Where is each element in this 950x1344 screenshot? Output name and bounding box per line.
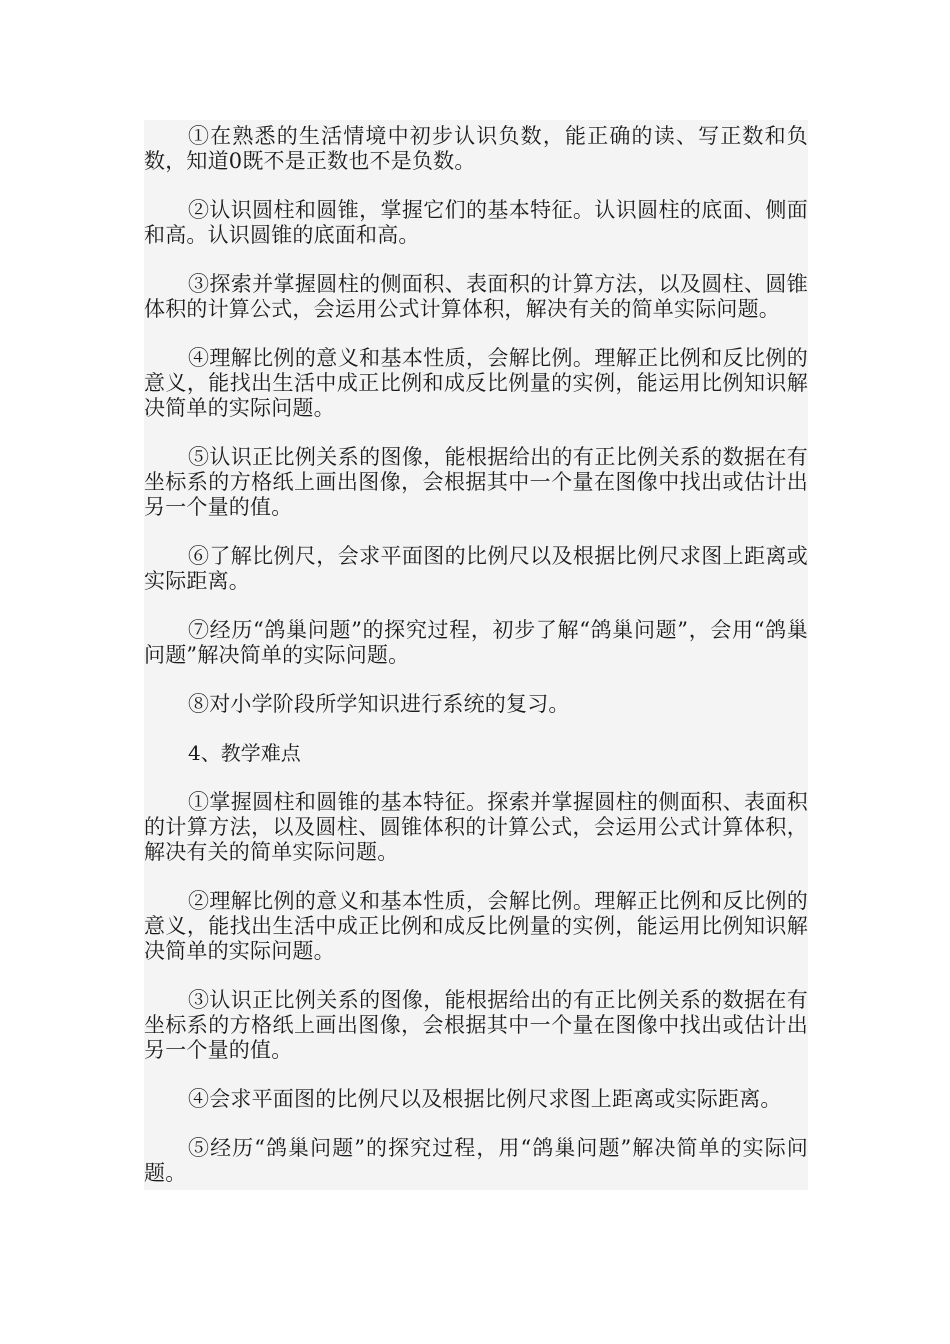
difficulty-paragraph-5: ⑤经历“鸽巢问题”的探究过程，用“鸽巢问题”解决简单的实际问题。 xyxy=(144,1136,808,1185)
difficulty-paragraph-1: ①掌握圆柱和圆锥的基本特征。探索并掌握圆柱的侧面积、表面积的计算方法，以及圆柱、圆锥体积的计算公式，会运用公式计算体积，解决有关的简单实际问题。 xyxy=(144,790,808,864)
objective-paragraph-6: ⑥了解比例尺，会求平面图的比例尺以及根据比例尺求图上距离或实际距离。 xyxy=(144,544,808,593)
objective-paragraph-3: ③探索并掌握圆柱的侧面积、表面积的计算方法，以及圆柱、圆锥体积的计算公式，会运用公式计算体积，解决有关的简单实际问题。 xyxy=(144,272,808,321)
document-body xyxy=(144,120,808,1190)
difficulty-paragraph-3: ③认识正比例关系的图像，能根据给出的有正比例关系的数据在有坐标系的方格纸上画出图像，会根据其中一个量在图像中找出或估计出另一个量的值。 xyxy=(144,988,808,1062)
section-heading: 4、教学难点 xyxy=(188,741,301,765)
difficulty-paragraph-4: ④会求平面图的比例尺以及根据比例尺求图上距离或实际距离。 xyxy=(188,1087,782,1111)
objective-paragraph-7: ⑦经历“鸽巢问题”的探究过程，初步了解“鸽巢问题”，会用“鸽巢问题”解决简单的实际问题。 xyxy=(144,618,808,667)
objective-paragraph-1: ①在熟悉的生活情境中初步认识负数，能正确的读、写正数和负数，知道0既不是正数也不是负数。 xyxy=(144,124,808,173)
objective-paragraph-5: ⑤认识正比例关系的图像，能根据给出的有正比例关系的数据在有坐标系的方格纸上画出图像，会根据其中一个量在图像中找出或估计出另一个量的值。 xyxy=(144,445,808,519)
difficulty-paragraph-2: ②理解比例的意义和基本性质，会解比例。理解正比例和反比例的意义，能找出生活中成正比例和成反比例量的实例，能运用比例知识解决简单的实际问题。 xyxy=(144,889,808,963)
objective-paragraph-2: ②认识圆柱和圆锥，掌握它们的基本特征。认识圆柱的底面、侧面和高。认识圆锥的底面和高。 xyxy=(144,198,808,247)
objective-paragraph-4: ④理解比例的意义和基本性质，会解比例。理解正比例和反比例的意义，能找出生活中成正比例和成反比例量的实例，能运用比例知识解决简单的实际问题。 xyxy=(144,346,808,420)
objective-paragraph-8: ⑧对小学阶段所学知识进行系统的复习。 xyxy=(188,692,570,716)
